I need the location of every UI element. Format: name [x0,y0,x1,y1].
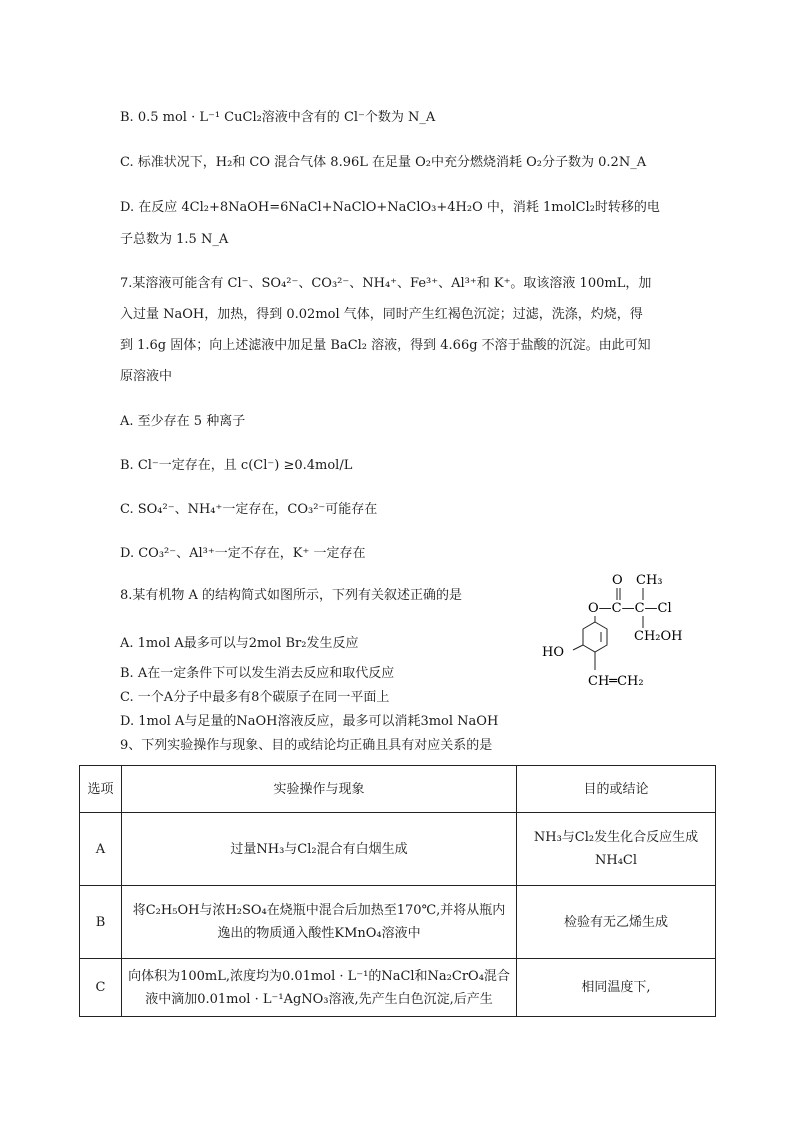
q7-stem-line3: 到 1.6g 固体；向上述滤液中加足量 BaCl₂ 溶液，得到 4.66g 不溶于盐酸的沉淀。由此可知 [120,338,651,353]
q7-option-a: A. 至少存在 5 种离子 [120,414,246,429]
option-b-prev: B. 0.5 mol · L⁻¹ CuCl₂溶液中含有的 Cl⁻个数为 N_A [120,110,436,125]
mol-ch2oh: CH₂OH [634,629,683,644]
q7-stem-line2: 入过量 NaOH，加热，得到 0.02mol 气体，同时产生红褐色沉淀；过滤，洗涤，灼烧，得 [120,307,643,322]
row-b-conclusion: 检验有无乙烯生成 [517,886,716,959]
row-c-conclusion: 相同温度下, [517,959,716,1017]
mol-vinyl: CH═CH₂ [588,674,644,689]
table-header-row [80,766,716,813]
header-operation: 实验操作与现象 [122,766,517,813]
option-c-prev: C. 标准状况下，H₂和 CO 混合气体 8.96L 在足量 O₂中充分燃烧消耗 O₂分子数为 0.2N_A [120,155,647,170]
q8-stem: 8.某有机物 A 的结构简式如图所示，下列有关叙述正确的是 [120,588,463,603]
table-row [80,886,716,959]
q7-stem-line1: 7.某溶液可能含有 Cl⁻、SO₄²⁻、CO₃²⁻、NH₄⁺、Fe³⁺、Al³⁺和 K⁺。取该溶液 100mL，加 [120,276,652,291]
structure-diagram [540,570,690,695]
q7-option-c: C. SO₄²⁻、NH₄⁺一定存在，CO₃²⁻可能存在 [120,502,378,517]
q9-stem: 9、下列实验操作与现象、目的或结论均正确且具有对应关系的是 [120,738,493,753]
mol-ch3: CH₃ [636,573,663,588]
options-table [79,765,716,1017]
option-d-prev-line1: D. 在反应 4Cl₂+8NaOH=6NaCl+NaClO+NaClO₃+4H₂O 中，消耗 1molCl₂时转移的电 [120,200,660,215]
q8-option-d: D. 1mol A与足量的NaOH溶液反应，最多可以消耗3mol NaOH [120,714,499,729]
table-row [80,813,716,886]
mol-ho: HO [542,645,564,660]
row-c-operation: 向体积为100mL,浓度均为0.01mol · L⁻¹的NaCl和Na₂CrO₄混合液中滴加0.01mol · L⁻¹AgNO₃溶液,先产生白色沉淀,后产生 [122,959,517,1017]
header-conclusion: 目的或结论 [517,766,716,813]
row-a-conclusion: NH₃与Cl₂发生化合反应生成NH₄Cl [517,813,716,886]
row-b-option: B [80,886,122,959]
mol-carbonyl-o: O [612,573,623,588]
row-a-option: A [80,813,122,886]
q7-option-d: D. CO₃²⁻、Al³⁺一定不存在，K⁺ 一定存在 [120,546,366,561]
q8-option-b: B. A在一定条件下可以发生消去反应和取代反应 [120,666,395,681]
row-c-option: C [80,959,122,1017]
q8-option-c: C. 一个A分子中最多有8个碳原子在同一平面上 [120,690,390,705]
option-d-prev-line2: 子总数为 1.5 N_A [120,232,229,247]
q7-stem-line4: 原溶液中 [120,369,173,384]
q7-option-b: B. Cl⁻一定存在，且 c(Cl⁻) ≥0.4mol/L [120,458,353,473]
header-option: 选项 [80,766,122,813]
table-row [80,959,716,1017]
q8-option-a: A. 1mol A最多可以与2mol Br₂发生反应 [120,636,359,651]
mol-ester-chain: O—C—C—Cl [588,601,672,616]
row-b-operation: 将C₂H₅OH与浓H₂SO₄在烧瓶中混合后加热至170℃,并将从瓶内逸出的物质通入酸性KMnO₄溶液中 [122,886,517,959]
row-a-operation: 过量NH₃与Cl₂混合有白烟生成 [122,813,517,886]
